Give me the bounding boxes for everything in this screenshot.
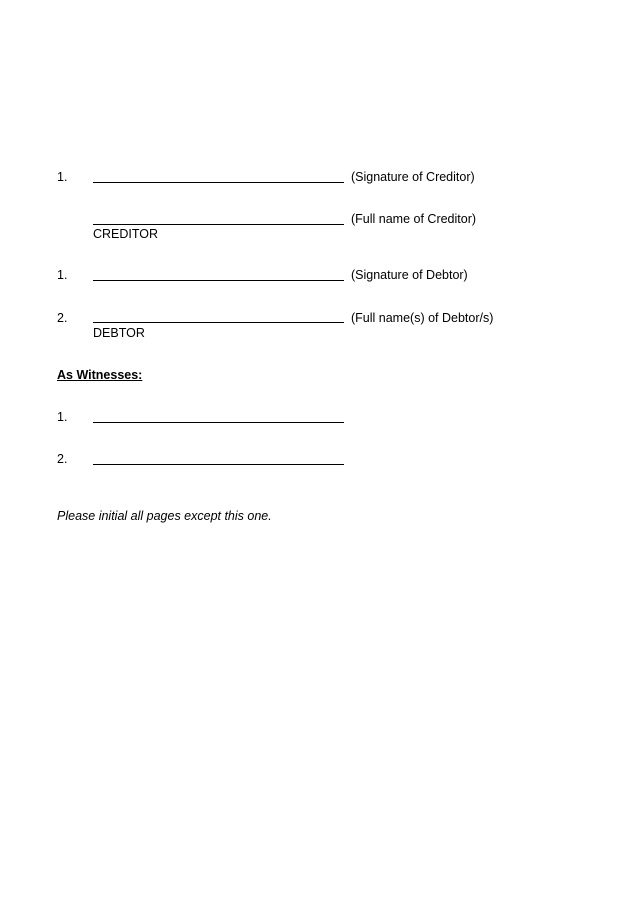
- creditor-signature-caption: (Signature of Creditor): [351, 170, 475, 184]
- witness-2-number: 2.: [57, 452, 68, 466]
- witnesses-heading: As Witnesses:: [57, 368, 143, 382]
- witness-1-signature-line[interactable]: [93, 422, 344, 423]
- witness-1-number: 1.: [57, 410, 68, 424]
- debtor-signature-number: 1.: [57, 268, 68, 282]
- creditor-fullname-caption: (Full name of Creditor): [351, 212, 477, 226]
- creditor-role-label: CREDITOR: [93, 227, 159, 241]
- creditor-signature-number: 1.: [57, 170, 68, 184]
- debtor-fullname-line[interactable]: [93, 322, 344, 323]
- debtor-role-label: DEBTOR: [93, 326, 145, 340]
- debtor-signature-line[interactable]: [93, 280, 344, 281]
- debtor-fullname-caption: (Full name(s) of Debtor/s): [351, 311, 494, 325]
- initial-pages-note: Please initial all pages except this one.: [57, 509, 272, 523]
- witness-2-signature-line[interactable]: [93, 464, 344, 465]
- debtor-fullname-number: 2.: [57, 311, 68, 325]
- debtor-signature-caption: (Signature of Debtor): [351, 268, 468, 282]
- creditor-fullname-line[interactable]: [93, 224, 344, 225]
- creditor-signature-line[interactable]: [93, 182, 344, 183]
